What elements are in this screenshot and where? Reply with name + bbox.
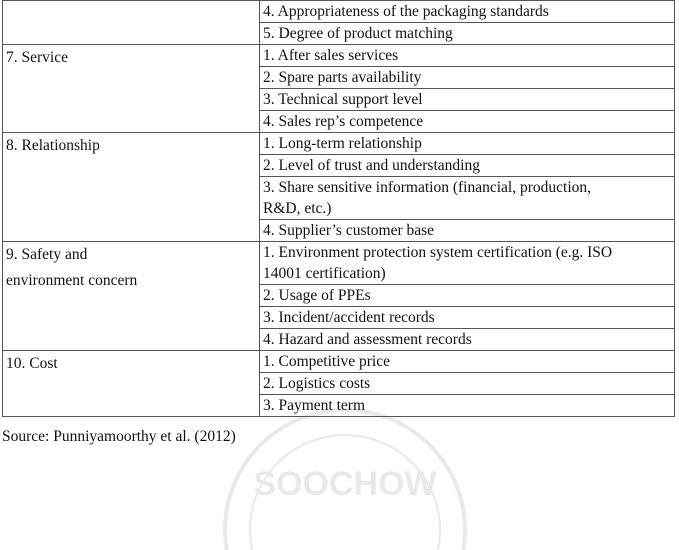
- table-row: [3, 1, 675, 23]
- criterion-cell: 2. Level of trust and understanding: [260, 155, 675, 177]
- criterion-cell: 4. Appropriateness of the packaging standards: [260, 1, 675, 23]
- criterion-cell: 3. Share sensitive information (financial, production, R&D, etc.): [260, 177, 675, 220]
- criteria-table: [2, 0, 675, 417]
- criterion-cell: 2. Usage of PPEs: [260, 285, 675, 307]
- category-cell: 9. Safety and environment concern: [3, 242, 260, 351]
- watermark-text: SOOCHOW: [253, 465, 437, 503]
- criterion-cell: 1. Environment protection system certification (e.g. ISO 14001 certification): [260, 242, 675, 285]
- criterion-cell: 3. Technical support level: [260, 89, 675, 111]
- criterion-cell: 1. Competitive price: [260, 351, 675, 373]
- criteria-table-body: [3, 1, 675, 417]
- table-row: [3, 45, 675, 67]
- criterion-cell: 2. Spare parts availability: [260, 67, 675, 89]
- criterion-cell: 4. Sales rep’s competence: [260, 111, 675, 133]
- criterion-cell: 4. Supplier’s customer base: [260, 220, 675, 242]
- university-seal-watermark: [210, 400, 480, 550]
- category-cell: 10. Cost: [3, 351, 260, 417]
- criterion-cell: 5. Degree of product matching: [260, 23, 675, 45]
- category-cell: [3, 1, 260, 45]
- table-row: [3, 133, 675, 155]
- criterion-cell: 3. Payment term: [260, 395, 675, 417]
- criterion-cell: 2. Logistics costs: [260, 373, 675, 395]
- criterion-cell: 4. Hazard and assessment records: [260, 329, 675, 351]
- criterion-cell: 1. Long-term relationship: [260, 133, 675, 155]
- criterion-cell: 1. After sales services: [260, 45, 675, 67]
- category-cell: 8. Relationship: [3, 133, 260, 242]
- criterion-cell: 3. Incident/accident records: [260, 307, 675, 329]
- table-row: [3, 351, 675, 373]
- table-row: [3, 242, 675, 285]
- source-note: Source: Punniyamoorthy et al. (2012): [2, 428, 236, 445]
- category-cell: 7. Service: [3, 45, 260, 133]
